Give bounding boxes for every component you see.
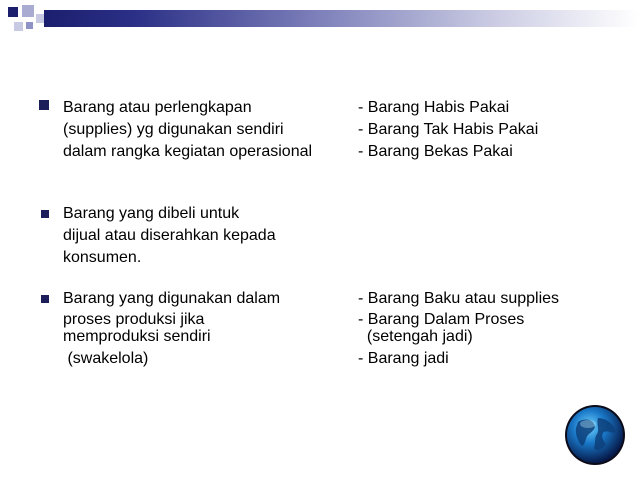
square-light <box>22 5 34 17</box>
item-1-left-line-1: Barang atau perlengkapan <box>63 99 252 116</box>
item-3-right-line-3: (setengah jadi) <box>358 328 473 345</box>
item-3-left-line-4: (swakelola) <box>63 350 149 367</box>
item-3-right-line-2: - Barang Dalam Proses <box>358 311 525 328</box>
decorative-squares <box>0 0 50 40</box>
item-3-right-line-1: - Barang Baku atau supplies <box>358 290 560 307</box>
item-1-left-line-2: (supplies) yg digunakan sendiri <box>63 121 284 138</box>
item-1-right-line-1: - Barang Habis Pakai <box>358 99 510 116</box>
square-dark <box>26 22 33 29</box>
item-2-left-line-3: konsumen. <box>63 249 142 266</box>
item-1-left-line-3: dalam rangka kegiatan operasional <box>63 143 313 160</box>
item-1-right-line-3: - Barang Bekas Pakai <box>358 143 513 160</box>
title-bar <box>44 10 638 27</box>
square-light <box>14 22 23 31</box>
item-3-left-line-2: proses produksi jika <box>63 311 205 328</box>
item-3-right-line-4: - Barang jadi <box>358 350 449 367</box>
bullet-square <box>41 210 49 218</box>
bullet-square <box>39 100 49 110</box>
square-dark <box>8 7 18 17</box>
item-2-left-line-2: dijual atau diserahkan kepada <box>63 227 276 244</box>
globe-icon <box>564 404 626 466</box>
item-2-left-line-1: Barang yang dibeli untuk <box>63 205 240 222</box>
item-3-left-line-3: memproduksi sendiri <box>63 328 211 345</box>
item-1-right-line-2: - Barang Tak Habis Pakai <box>358 121 539 138</box>
bullet-square <box>41 295 49 303</box>
item-3-left-line-1: Barang yang digunakan dalam <box>63 290 281 307</box>
